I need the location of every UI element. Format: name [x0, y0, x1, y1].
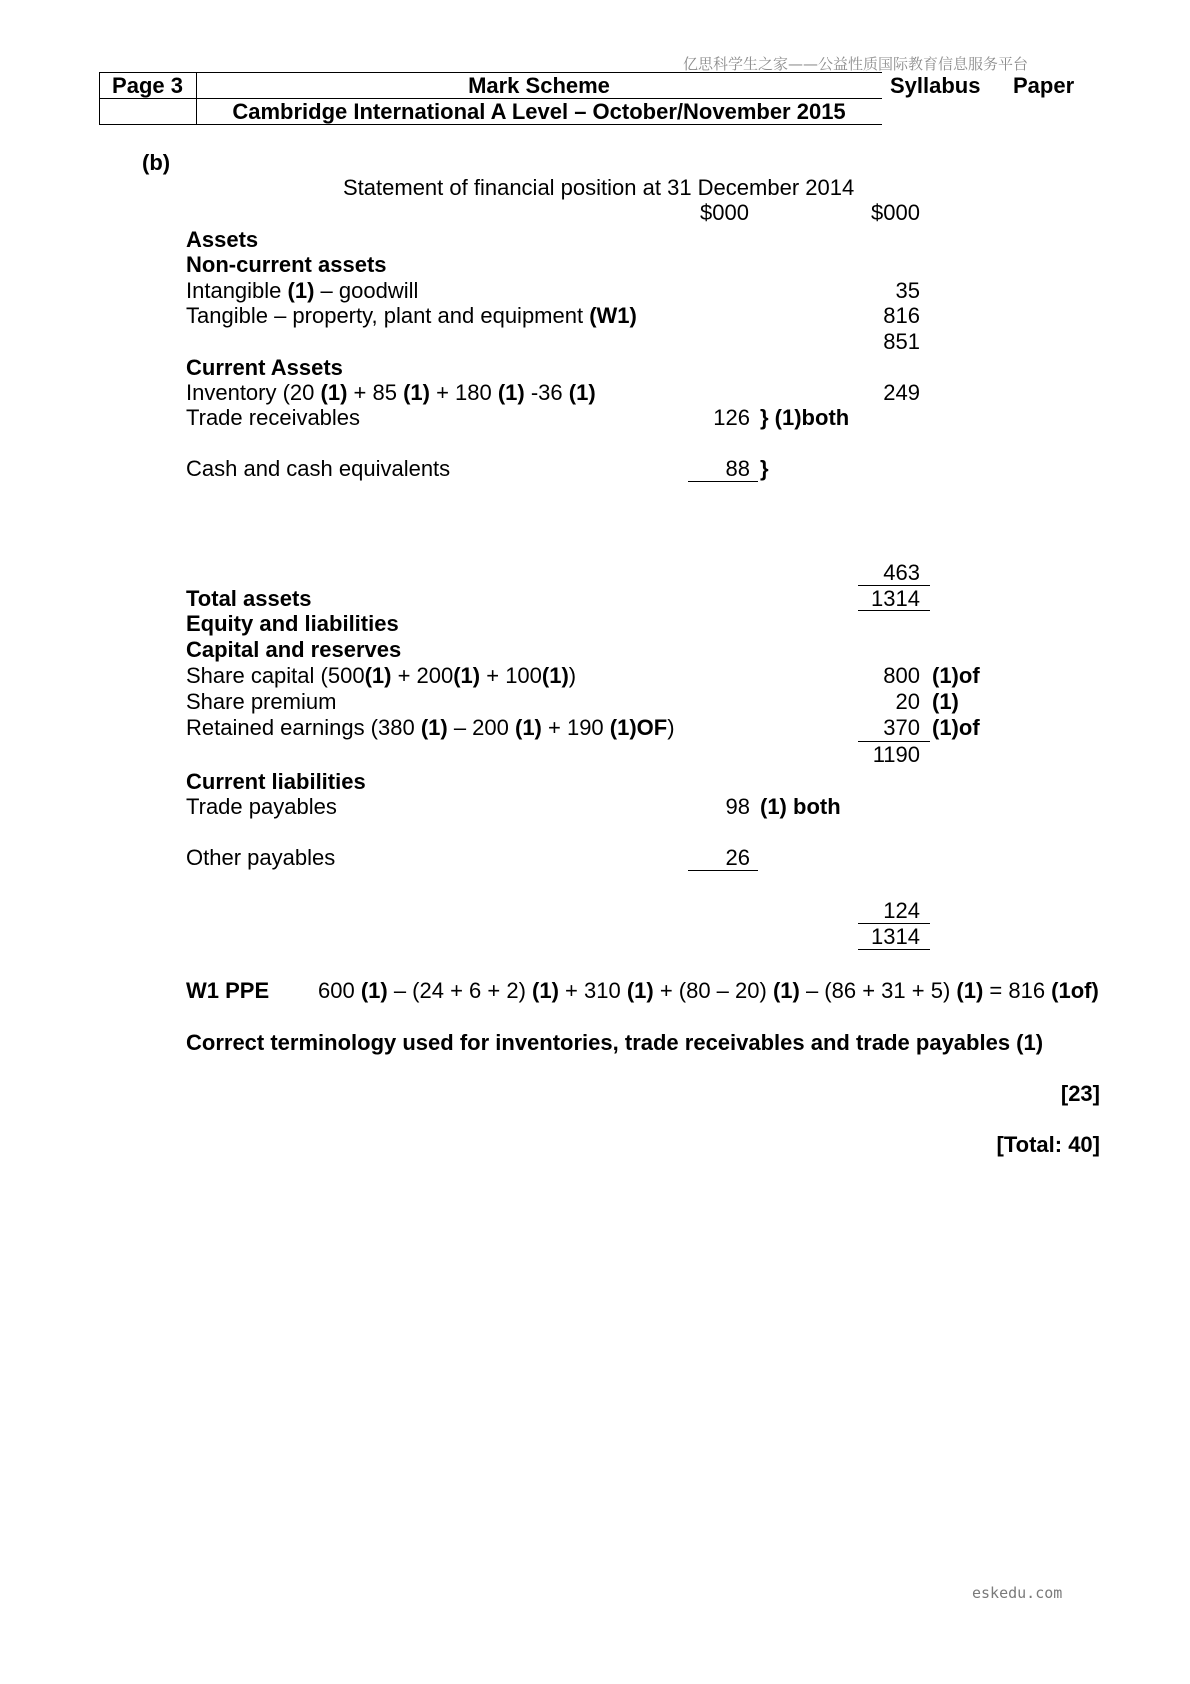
total-assets-value: 1314: [871, 586, 920, 611]
terminology-note: Correct terminology used for inventories, trade receivables and trade payables (1): [186, 1030, 1044, 1055]
inventory-label: Inventory (20 (1) + 85 (1) + 180 (1) -36 (1): [186, 380, 596, 405]
share-capital-value: 800: [883, 663, 920, 688]
noncurrent-total: 851: [883, 329, 920, 354]
share-premium-value: 20: [895, 689, 920, 714]
other-payables-underline: [688, 870, 758, 871]
watermark-text: 亿思科学生之家——公益性质国际教育信息服务平台: [683, 55, 1029, 73]
footer-watermark: eskedu.com: [972, 1584, 1063, 1602]
retained-earnings-value: 370: [883, 715, 920, 740]
syllabus-label: Syllabus: [890, 73, 981, 98]
retained-earnings-mark: (1)of: [932, 715, 980, 740]
current-assets-total: 463: [883, 560, 920, 585]
cash-underline: [688, 481, 758, 482]
other-payables-label: Other payables: [186, 845, 336, 870]
paper-label: Paper: [1013, 73, 1075, 98]
exam-title: Cambridge International A Level – October/November 2015: [232, 99, 846, 124]
receivables-value: 126: [713, 405, 750, 430]
workings-ppe: 600 (1) – (24 + 6 + 2) (1) + 310 (1) + (80 – 20) (1) – (86 + 31 + 5) (1) = 816 (1of): [318, 978, 1099, 1003]
trade-payables-value: 98: [725, 794, 750, 819]
marks-total: [23]: [1060, 1081, 1100, 1106]
receivables-mark: } (1)both: [760, 405, 850, 430]
other-payables-value: 26: [725, 845, 750, 870]
doc-title: Mark Scheme: [468, 73, 610, 98]
section-label: (b): [142, 150, 171, 175]
current-liabilities-heading: Current liabilities: [186, 769, 366, 794]
grand-total-underline: [858, 949, 930, 950]
share-capital-label: Share capital (500(1) + 200(1) + 100(1)): [186, 663, 577, 688]
column-heading-1: $000: [700, 200, 749, 225]
overall-total: [Total: 40]: [996, 1132, 1100, 1157]
cash-value: 88: [725, 456, 750, 481]
liabilities-total: 124: [883, 898, 920, 923]
equity-liabilities-heading: Equity and liabilities: [186, 611, 399, 636]
cash-mark: }: [760, 456, 769, 481]
tangible-value: 816: [883, 303, 920, 328]
noncurrent-heading: Non-current assets: [186, 252, 387, 277]
receivables-label: Trade receivables: [186, 405, 361, 430]
equity-total: 1190: [872, 742, 920, 767]
workings-label: W1 PPE: [186, 978, 270, 1003]
inventory-value: 249: [883, 380, 920, 405]
statement-title: Statement of financial position at 31 December 2014: [343, 175, 855, 200]
intangible-label: Intangible (1) – goodwill: [186, 278, 419, 303]
share-premium-label: Share premium: [186, 689, 337, 714]
intangible-value: 35: [895, 278, 920, 303]
retained-earnings-label: Retained earnings (380 (1) – 200 (1) + 190 (1)OF): [186, 715, 675, 740]
assets-heading: Assets: [186, 227, 259, 252]
trade-payables-mark: (1) both: [760, 794, 841, 819]
tangible-label: Tangible – property, plant and equipment (W1): [186, 303, 637, 328]
capital-reserves-heading: Capital and reserves: [186, 637, 402, 662]
share-premium-mark: (1): [932, 689, 959, 714]
cash-label: Cash and cash equivalents: [186, 456, 451, 481]
trade-payables-label: Trade payables: [186, 794, 337, 819]
current-assets-heading: Current Assets: [186, 355, 343, 380]
grand-total: 1314: [871, 924, 920, 949]
column-heading-2: $000: [871, 200, 920, 225]
page-number: Page 3: [112, 73, 183, 98]
total-assets-label: Total assets: [186, 586, 312, 611]
share-capital-mark: (1)of: [932, 663, 980, 688]
total-assets-underline: [858, 610, 930, 611]
